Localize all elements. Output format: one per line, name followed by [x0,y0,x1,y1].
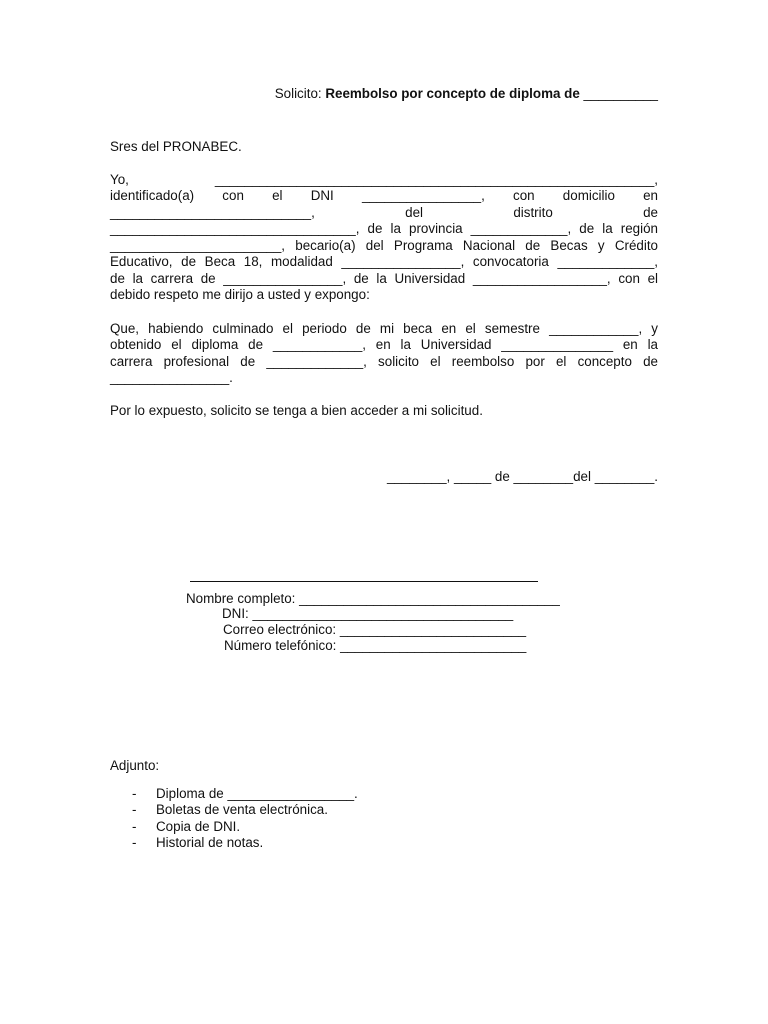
signature-email: Correo electrónico: _________________________ [223,622,527,637]
signature-full-name: Nombre completo: ___________________________________ [186,591,560,606]
attachments-title: Adjunto: [110,758,160,773]
body-line: ___________________________, del distrito de [110,205,658,220]
subject-title: Reembolso por concepto de diploma de [325,86,580,101]
body-line: _________________________________, de la provincia _____________, de la región [110,221,658,236]
bullet-dash: - [132,802,137,817]
body-line: _______________________, becario(a) del Programa Nacional de Becas y Crédito [110,238,658,253]
attachment-label: Boletas de venta electrónica. [156,802,328,817]
bullet-dash: - [132,835,137,850]
signature-phone: Número telefónico: _________________________ [224,638,527,653]
attachment-item [110,802,328,819]
request-line: ________________. [110,370,233,385]
signature-dni: DNI: ___________________________________ [222,606,514,621]
body-line: identificado(a) con el DNI ________________, con domicilio en [110,188,658,203]
attachment-item [110,786,358,803]
attachment-label: Copia de DNI. [156,819,241,834]
body-line: Educativo, de Beca 18, modalidad ________________, convocatoria _____________, [110,254,658,269]
attachment-item [110,835,263,852]
attachment-label: Diploma de _________________. [156,786,358,801]
attachment-item [110,819,240,836]
body-line: debido respeto me dirijo a usted y expongo: [110,287,370,302]
bullet-dash: - [132,819,137,834]
signature-line [190,581,538,582]
request-line: carrera profesional de _____________, solicito el reembolso por el concepto de [110,354,658,369]
body-line: Yo, ___________________________________________________________, [110,172,658,187]
subject-prefix: Solicito: [274,86,326,101]
request-line: Que, habiendo culminado el periodo de mi beca en el semestre ____________, y [110,321,658,336]
bullet-dash: - [132,786,137,801]
closing-statement: Por lo expuesto, solicito se tenga a bien acceder a mi solicitud. [110,403,483,418]
body-line: de la carrera de ________________, de la Universidad __________________, con el [110,271,658,286]
request-subject [275,86,658,103]
date-line: ________, _____ de ________del ________. [386,469,658,484]
salutation: Sres del PRONABEC. [110,139,242,154]
subject-blank: __________ [579,86,658,101]
request-line: obtenido el diploma de ____________, en la Universidad _______________ en la [110,337,658,352]
attachment-label: Historial de notas. [156,835,264,850]
